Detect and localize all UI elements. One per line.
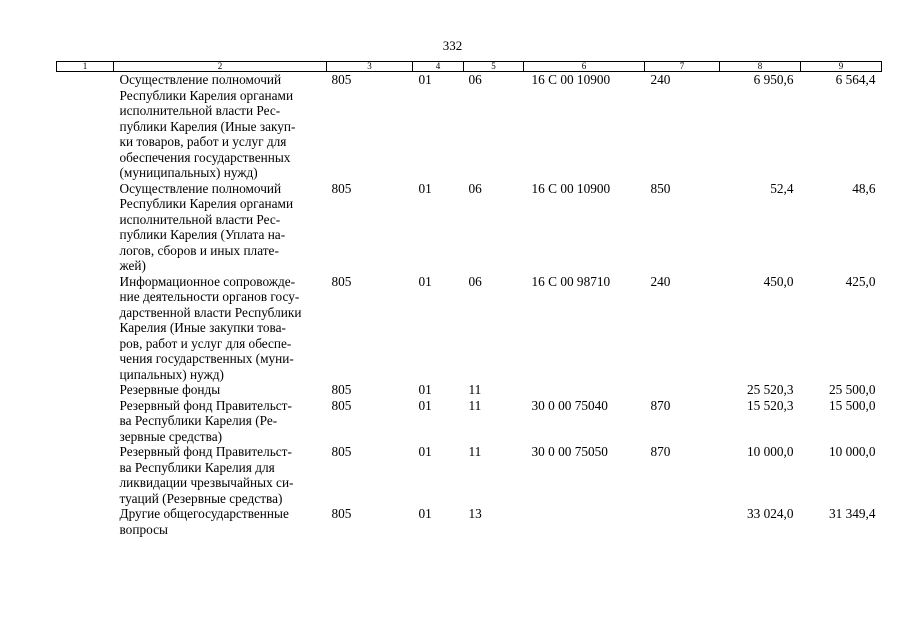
- row-amount-col8: 6 950,6: [753, 72, 794, 87]
- table-row: [57, 72, 882, 181]
- row-amount-col9: 31 349,4: [828, 506, 876, 521]
- budget-table-container: [56, 61, 881, 537]
- row-name-line: Другие общегосударственные: [119, 506, 289, 521]
- budget-table: [56, 61, 882, 537]
- row-section: 01: [418, 273, 432, 289]
- row-name-line: Осуществление полномочий: [119, 72, 282, 87]
- row-admin-code: 805: [331, 506, 352, 521]
- row-section: 01: [418, 382, 432, 397]
- row-amount-col9: 425,0: [845, 273, 876, 289]
- row-target-article: 30 0 00 75050: [531, 444, 608, 459]
- column-header-3: 3: [327, 62, 413, 72]
- row-name-line: Карелия (Иные закупки това-: [119, 320, 286, 335]
- row-expense-type: 240: [650, 72, 671, 87]
- row-name-line: Информационное сопровожде-: [119, 273, 296, 289]
- row-amount-col9: 48,6: [852, 180, 876, 196]
- row-name-line: ва Республики Карелия для: [119, 459, 275, 475]
- row-amount-col8: 15 520,3: [746, 397, 794, 413]
- column-header-6: 6: [524, 62, 645, 72]
- row-name-line: исполнительной власти Рес-: [119, 103, 281, 118]
- row-name-line: жей): [119, 258, 146, 273]
- row-name: [114, 274, 327, 383]
- table-body: [57, 72, 882, 538]
- row-name: [114, 181, 327, 274]
- row-target-article: 16 С 00 98710: [531, 273, 611, 289]
- page-number: 332: [442, 38, 463, 53]
- row-name-line: публики Карелия (Иные закуп-: [119, 118, 296, 134]
- row-expense-type: 850: [650, 180, 671, 196]
- table-row: [57, 444, 882, 506]
- row-subsection: 06: [468, 273, 482, 289]
- row-col-1: [57, 181, 114, 274]
- row-col-1: [57, 398, 114, 445]
- row-name-line: Республики Карелия органами: [119, 87, 294, 103]
- column-header-1: 1: [57, 62, 114, 72]
- row-col-1: [57, 274, 114, 383]
- row-expense-type: 870: [650, 444, 671, 459]
- table-row: [57, 274, 882, 383]
- row-name: [114, 382, 327, 398]
- table-row: [57, 506, 882, 537]
- row-name-line: ва Республики Карелия (Ре-: [119, 413, 278, 428]
- row-section: 01: [418, 180, 432, 196]
- row-name-line: дарственной власти Республики: [119, 304, 302, 320]
- row-target-article: 30 0 00 75040: [531, 397, 608, 413]
- row-section: 01: [418, 397, 432, 413]
- row-name-line: ципальных) нужд): [119, 366, 224, 382]
- row-name-line: чения государственных (муни-: [119, 351, 294, 366]
- row-subsection: 11: [468, 444, 482, 459]
- row-amount-col9: 25 500,0: [828, 382, 876, 397]
- row-name-line: Резервный фонд Правительст-: [119, 397, 292, 413]
- row-col-1: [57, 444, 114, 506]
- row-expense-type: [645, 382, 720, 398]
- row-amount-col8: 10 000,0: [746, 444, 794, 459]
- row-subsection: 11: [468, 382, 482, 397]
- row-admin-code: 805: [331, 382, 352, 397]
- row-amount-col9: 15 500,0: [828, 397, 876, 413]
- row-name-line: ки товаров, работ и услуг для: [119, 134, 287, 149]
- row-amount-col8: 25 520,3: [746, 382, 794, 397]
- row-name-line: ликвидации чрезвычайных си-: [119, 475, 294, 490]
- column-header-7: 7: [645, 62, 720, 72]
- row-expense-type: [645, 506, 720, 537]
- row-amount-col8: 33 024,0: [746, 506, 794, 521]
- row-subsection: 06: [468, 180, 482, 196]
- row-name-line: Резервные фонды: [119, 382, 221, 397]
- row-amount-col9: 10 000,0: [828, 444, 876, 459]
- row-admin-code: 805: [331, 180, 352, 196]
- row-target-article: [524, 382, 645, 398]
- table-row: [57, 181, 882, 274]
- column-number-header-row: [57, 62, 882, 72]
- row-name-line: публики Карелия (Уплата на-: [119, 227, 286, 242]
- column-header-8: 8: [720, 62, 801, 72]
- row-amount-col8: 52,4: [770, 180, 794, 196]
- row-name: [114, 72, 327, 181]
- row-admin-code: 805: [331, 72, 352, 87]
- row-col-1: [57, 382, 114, 398]
- row-subsection: 11: [468, 397, 482, 413]
- row-name: [114, 444, 327, 506]
- row-name-line: ров, работ и услуг для обеспе-: [119, 335, 292, 351]
- row-section: 01: [418, 72, 432, 87]
- row-admin-code: 805: [331, 273, 352, 289]
- row-section: 01: [418, 506, 432, 521]
- column-header-9: 9: [801, 62, 882, 72]
- row-subsection: 06: [468, 72, 482, 87]
- row-col-1: [57, 506, 114, 537]
- row-name-line: Резервный фонд Правительст-: [119, 444, 292, 459]
- row-name: [114, 506, 327, 537]
- row-name-line: (муниципальных) нужд): [119, 165, 258, 180]
- row-target-article: 16 С 00 10900: [531, 180, 611, 196]
- row-name-line: исполнительной власти Рес-: [119, 211, 281, 227]
- row-name-line: обеспечения государственных: [119, 149, 291, 165]
- row-name-line: логов, сборов и иных плате-: [119, 242, 279, 258]
- row-expense-type: 240: [650, 273, 671, 289]
- row-subsection: 13: [468, 506, 482, 521]
- column-header-5: 5: [464, 62, 524, 72]
- row-name-line: туаций (Резервные средства): [119, 490, 283, 506]
- row-admin-code: 805: [331, 397, 352, 413]
- row-name-line: вопросы: [119, 521, 168, 537]
- table-row: [57, 382, 882, 398]
- table-row: [57, 398, 882, 445]
- row-section: 01: [418, 444, 432, 459]
- row-amount-col9: 6 564,4: [835, 72, 876, 87]
- row-name: [114, 398, 327, 445]
- row-target-article: [524, 506, 645, 537]
- row-name-line: зервные средства): [119, 428, 223, 444]
- column-header-2: 2: [114, 62, 327, 72]
- column-header-4: 4: [413, 62, 464, 72]
- row-col-1: [57, 72, 114, 181]
- row-amount-col8: 450,0: [763, 273, 794, 289]
- row-name-line: Республики Карелия органами: [119, 196, 294, 211]
- row-expense-type: 870: [650, 397, 671, 413]
- row-target-article: 16 С 00 10900: [531, 72, 611, 87]
- row-name-line: Осуществление полномочий: [119, 180, 282, 196]
- row-admin-code: 805: [331, 444, 352, 459]
- row-name-line: ние деятельности органов госу-: [119, 289, 300, 304]
